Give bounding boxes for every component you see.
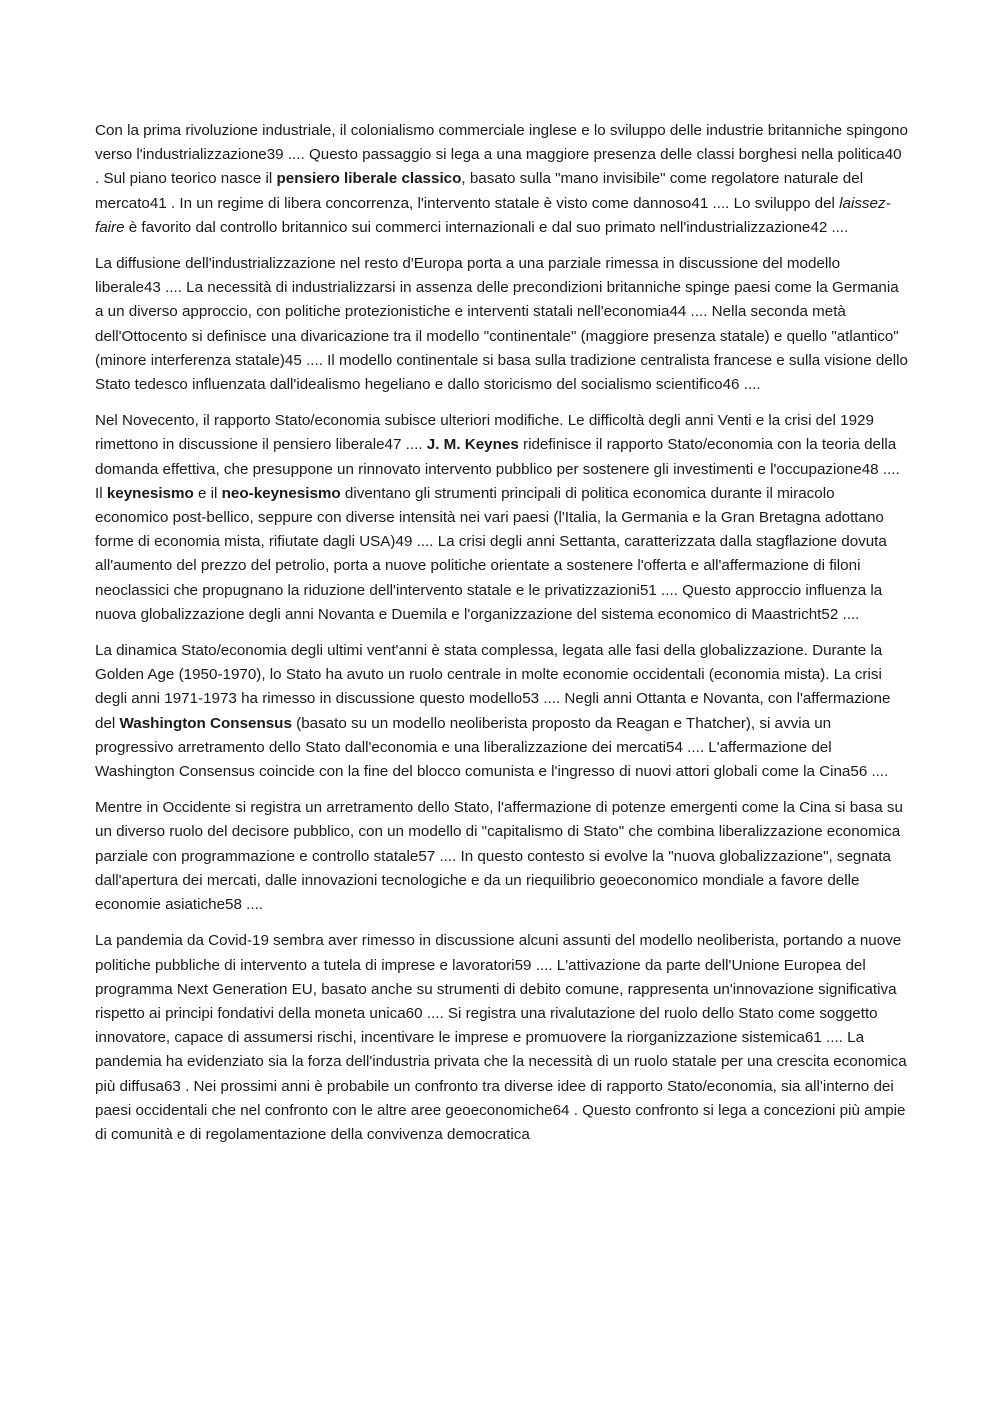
text-segment: La pandemia da Covid-19 sembra aver rimesso in discussione alcuni assunti del modello neoliberista, portando a nuove politiche pubbliche di intervento a tutela di imprese e lavoratori59 .... L'attivazione da parte dell'Unione Europea del programma Next Generation EU, basato anche su strumenti di debito comune, rappresenta un'innovazione significativa rispetto ai principi fondativi della moneta unica60 .... Si registra una rivalutazione del ruolo dello Stato come soggetto innovatore, capace di assumersi rischi, incentivare le imprese e promuovere la riorganizzazione sistemica61 .... La pandemia ha evidenziato sia la forza dell'industria privata che la necessità di un ruolo statale per una crescita economica più diffusa63 . Nei prossimi anni è probabile un confronto tra diverse idee di rapporto Stato/economia, sia all'interno dei paesi occidentali che nel confronto con le altre aree geoeconomiche64 . Questo confronto si lega a concezioni più ampie di comunità e di regolamentazione della convivenza democratica: [95, 932, 907, 1143]
bold-term: Washington Consensus: [119, 714, 292, 732]
paragraph-emerging-powers: [95, 796, 910, 917]
text-segment: Mentre in Occidente si registra un arretramento dello Stato, l'affermazione di potenze emergenti come la Cina si basa su un diverso ruolo del decisore pubblico, con un modello di "capitalismo di Stato" che combina liberalizzazione economica parziale con programmazione e controllo statale57 .... In questo contesto si evolve la "nuova globalizzazione", segnata dall'apertura dei mercati, dalle innovazioni tecnologiche e da un riequilibrio geoeconomico mondiale a favore delle economie asiatiche58 ....: [95, 799, 903, 914]
paragraph-twentieth-century: [95, 409, 910, 627]
italic-term: laissez-faire: [95, 194, 891, 236]
text-segment: (basato su un modello neoliberista proposto da Reagan e Thatcher), si avvia un progressivo arretramento dello Stato dall'economia e una liberalizzazione dei mercati54 .... L'affermazione del Washington Consensus coincide con la fine del blocco comunista e l'ingresso di nuovi attori globali come la Cina56 ....: [95, 714, 889, 781]
text-segment: , basato sulla "mano invisibile" come regolatore naturale del mercato41 . In un regime di libera concorrenza, l'intervento statale è visto come dannoso41 .... Lo sviluppo del: [95, 170, 864, 212]
text-segment: diventano gli strumenti principali di politica economica durante il miracolo economico post-bellico, seppure con diverse intensità nei vari paesi (l'Italia, la Germania e la Gran Bretagna adottano forme di economia mista, rifiutate dagli USA)49 .... La crisi degli anni Settanta, caratterizzata dalla stagflazione dovuta all'aumento del prezzo del petrolio, porta a nuove politiche orientate a sostenere l'offerta e all'affermazione di filoni neoclassici che propugnano la riduzione dell'intervento statale e le privatizzazioni51 .... Questo approccio influenza la nuova globalizzazione degli anni Novanta e Duemila e l'organizzazione del sistema economico di Maastricht52 ....: [95, 484, 887, 623]
document-page: [95, 119, 910, 1159]
bold-term: keynesismo: [106, 484, 194, 502]
bold-term: pensiero liberale classico: [276, 170, 462, 188]
text-segment: Nel Novecento, il rapporto Stato/economia subisce ulteriori modifiche. Le difficoltà degli anni Venti e la crisi del 1929 rimettono in discussione il pensiero liberale47 ....: [95, 412, 874, 454]
text-segment: La diffusione dell'industrializzazione nel resto d'Europa porta a una parziale rimessa in discussione del modello liberale43 .... La necessità di industrializzarsi in assenza delle precondizioni britanniche spinge paesi come la Germania a un diverso approccio, con politiche protezionistiche e interventi statali nell'economia44 .... Nella seconda metà dell'Ottocento si definisce una divaricazione tra il modello "continentale" (maggiore presenza statale) e quello "atlantico" (minore interferenza statale)45 .... Il modello continentale si basa sulla tradizione centralista francese e sulla visione dello Stato tedesco influenzata dall'idealismo hegeliano e dallo storicismo del socialismo scientifico46 ....: [95, 255, 908, 394]
paragraph-pandemic: [95, 929, 910, 1147]
text-segment: ridefinisce il rapporto Stato/economia con la teoria della domanda effettiva, che presuppone un rinnovato intervento pubblico per sostenere gli investimenti e l'occupazione48 .... Il: [95, 436, 900, 502]
paragraph-industrial-revolution: [95, 119, 910, 240]
paragraph-last-twenty-years: [95, 639, 910, 784]
text-segment: Con la prima rivoluzione industriale, il colonialismo commerciale inglese e lo sviluppo delle industrie britanniche spingono verso l'industrializzazione39 .... Questo passaggio si lega a una maggiore presenza delle classi borghesi nella politica40 . Sul piano teorico nasce il: [95, 122, 908, 188]
bold-term: J. M. Keynes: [426, 436, 519, 454]
bold-term: neo-keynesismo: [221, 484, 341, 502]
text-segment: e il: [193, 484, 222, 502]
paragraph-european-industrialization: [95, 252, 910, 397]
text-segment: La dinamica Stato/economia degli ultimi vent'anni è stata complessa, legata alle fasi della globalizzazione. Durante la Golden Age (1950-1970), lo Stato ha avuto un ruolo centrale in molte economie occidentali (economia mista). La crisi degli anni 1971-1973 ha rimesso in discussione questo modello53 .... Negli anni Ottanta e Novanta, con l'affermazione del: [95, 642, 891, 732]
text-segment: è favorito dal controllo britannico sui commerci internazionali e dal suo primato nell'industrializzazione42 ....: [124, 218, 849, 236]
